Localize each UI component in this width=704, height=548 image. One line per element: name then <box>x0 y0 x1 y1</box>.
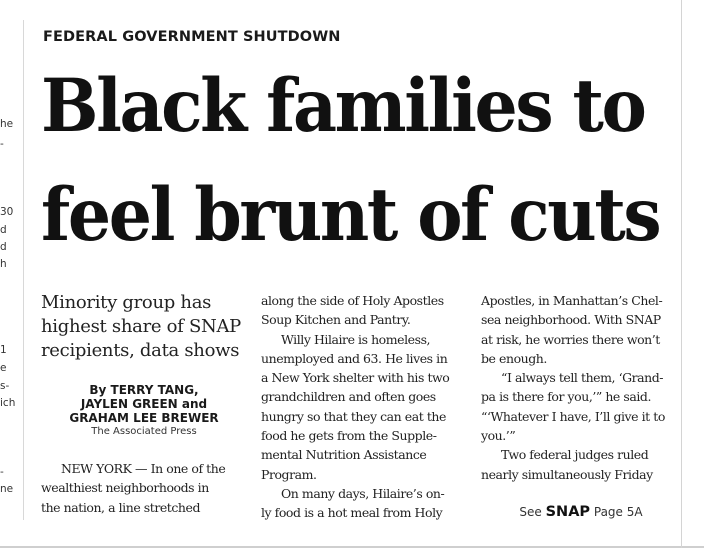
body-line: unemployed and 63. He lives in <box>261 350 448 366</box>
jump-reference[interactable] <box>481 504 681 520</box>
headline-line: Black families to <box>41 62 645 150</box>
body-line: be enough. <box>481 350 547 366</box>
body-line: Willy Hilaire is homeless, <box>281 331 431 347</box>
body-line: food he gets from the Supple- <box>261 428 437 444</box>
byline-line: GRAHAM LEE BREWER <box>69 411 219 425</box>
body-line: ly food is a hot meal from Holy <box>261 505 443 521</box>
body-line: Apostles, in Manhattan’s Chel- <box>481 293 663 308</box>
body-line: nearly simultaneously Friday <box>481 466 653 482</box>
body-line: pa is there for you,’” he said. <box>481 389 651 405</box>
body-line: you.’” <box>481 428 516 444</box>
body-line: along the side of Holy Apostles <box>261 293 444 308</box>
right-column-rule <box>681 0 682 548</box>
byline-line: By TERRY TANG, <box>89 383 199 397</box>
body-line: the nation, a line stretched <box>41 499 201 515</box>
fragment-text: e <box>0 362 7 374</box>
body-line: “I always tell them, ‘Grand- <box>501 370 664 386</box>
fragment-text: 30 <box>0 206 14 218</box>
fragment-text: - <box>0 138 4 150</box>
fragment-text: 1 <box>0 344 7 356</box>
section-kicker: FEDERAL GOVERNMENT SHUTDOWN <box>43 29 341 45</box>
deck <box>41 291 247 363</box>
fragment-text: d <box>0 241 7 253</box>
byline-line: JAYLEN GREEN and <box>80 397 208 411</box>
body-line: at risk, he worries there won’t <box>481 331 660 347</box>
fragment-text: he <box>0 118 14 130</box>
deck-line: highest share of SNAP <box>41 316 241 337</box>
body-line: hungry so that they can eat the <box>261 408 446 424</box>
previous-column-fragment <box>0 0 22 548</box>
left-column-rule <box>23 20 24 520</box>
jump-page: Page 5A <box>593 504 643 519</box>
fragment-text: h <box>0 258 7 270</box>
body-line: NEW YORK — In one of the <box>61 461 226 476</box>
byline-agency: The Associated Press <box>91 426 197 437</box>
jump-prefix: See <box>519 504 542 519</box>
fragment-text: s- <box>0 380 10 392</box>
headline-line: feel brunt of cuts <box>41 171 660 259</box>
body-line: grandchildren and often goes <box>261 389 436 405</box>
body-line: mental Nutrition Assistance <box>261 447 427 463</box>
article-body <box>261 291 463 523</box>
article-body <box>481 291 681 484</box>
article-column-1 <box>41 291 247 517</box>
body-line: On many days, Hilaire’s on- <box>281 485 445 501</box>
body-line: Two federal judges ruled <box>501 447 649 463</box>
body-line: sea neighborhood. With SNAP <box>481 312 661 328</box>
fragment-text: ich <box>0 397 16 409</box>
article-body <box>41 459 247 517</box>
byline <box>41 383 247 425</box>
article-column-2 <box>261 291 463 523</box>
jump-keyword: SNAP <box>545 503 591 520</box>
deck-line: recipients, data shows <box>41 340 240 361</box>
body-line: “‘Whatever I have, I’ll give it to <box>481 408 665 424</box>
article-column-3 <box>481 291 681 520</box>
fragment-text: ne <box>0 483 14 495</box>
body-line: Soup Kitchen and Pantry. <box>261 312 411 328</box>
headline <box>41 52 681 270</box>
body-line: Program. <box>261 466 317 482</box>
deck-line: Minority group has <box>41 292 212 313</box>
fragment-text: - <box>0 466 4 478</box>
fragment-text: d <box>0 224 7 236</box>
body-line: wealthiest neighborhoods in <box>41 480 209 496</box>
body-line: a New York shelter with his two <box>261 370 450 386</box>
